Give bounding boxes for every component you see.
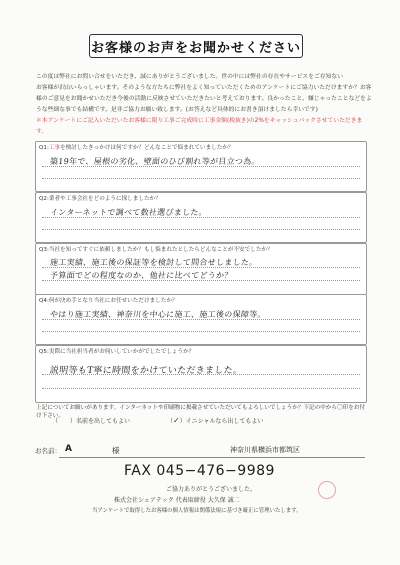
question-text: 当社を知ってすぐに依頼しましたか？もし悩まれたとしたらどんなことが不安でしたか？ [48,247,273,253]
paren-open: （ ） [52,418,77,425]
privacy-footer: 当アンケートで取得したお客様の個人情報は関係法規に基づき厳正に管理いたします。 [92,508,302,514]
consent-option-initial[interactable] [167,416,263,425]
intro-text [36,72,372,138]
answer-line [42,229,360,230]
question-text: 業者や工事会社をどのように探しましたか？ [48,196,161,202]
answer-1-text[interactable]: 築19年で、屋根の劣化、壁面のひび割れ等が目立つ為。 [49,157,261,166]
question-text: 何が決め手となり当社にお任せいただけましたか？ [48,298,178,304]
question-3-label [39,245,273,253]
question-4-label [39,296,178,304]
answer-line [42,178,360,179]
intro-line: 様のご意見をお聞かせいただき今後の活動に反映させていただきたいと考えております。良かったこと、嫌じゃったことなどをよ [36,96,372,102]
thanks-text: ご協力ありがとうございました。 [166,486,257,493]
check-mark: ✓ [173,416,180,425]
fax-number: FAX 045−476−9989 [124,463,275,479]
question-keyword: 工事 [48,145,61,151]
name-row [35,443,365,458]
consent-option-name[interactable] [52,416,130,425]
intro-line: うな些細な事でも結構です。是非ご協力お願い致します。(お答えなど具体的にお書き頂けましたら幸いです) [36,107,318,113]
answer-line [42,166,360,167]
question-text: を検討したきっかけは何ですか？どんなことで悩まれていましたか？ [60,145,234,151]
cashback-note: ＊本アンケートにご記入いただいたお客様に限り工事ご完成時に工事金額(税抜き)の2%をキャッシュバックさせていただきます。 [36,118,363,135]
answer-line [42,217,360,218]
name-value[interactable]: A [65,444,72,454]
address-value[interactable]: 神奈川県横浜市都筑区 [230,446,300,454]
question-number: Q4: [39,298,49,304]
question-number: Q5: [39,349,49,355]
answer-line [42,374,360,375]
intro-line: お客様が沢山いらっしゃいます。そのような方たちに弊社をよく知っていただくためのアンケートにご協力いただけますか？お客 [36,85,372,91]
question-number: Q2: [39,196,49,202]
question-3-block [35,243,367,295]
answer-4-text[interactable]: やはり施工実績、神奈川を中心に施工、施工後の保障等。 [49,310,267,319]
question-number: Q3: [39,247,49,253]
answer-line [42,331,360,332]
company-name: 株式会社シェアテック 代表取締役 大久保 誠二 [114,497,240,504]
answer-5-text[interactable]: 説明等もT寧に時間をかけていただきました。 [49,366,243,376]
option-label: 名前を出してもよい [76,418,131,425]
question-number: Q1: [39,145,49,151]
intro-line: この度は弊社にお問い合せをいただき、誠にありがとうございました。世の中には弊社の存在やサービスをご存知ない [36,74,344,80]
option-label: イニシャルなら出してもよい [185,418,264,425]
question-2-block [35,192,367,243]
question-4-block [35,294,367,345]
page-title: お客様のお声をお聞かせください [89,34,303,58]
answer-2-text[interactable]: インターネットで調べて数社選びました。 [49,208,208,217]
name-underline [59,457,365,458]
answer-line [42,388,360,389]
question-5-block [35,345,367,403]
seal-stamp [318,481,336,499]
question-2-label [39,194,161,202]
answer-3-text-1[interactable]: 施工実績、施工後の保証等を検討して問合せしました。 [49,258,258,267]
answer-3-text-2[interactable]: 予算面でどの程度なのか、他社に比べてどうか？ [49,271,234,280]
question-5-label [39,347,194,355]
consent-question: 上記についてお願いがあります。インターネットや印刷物に掲載させていただいてもよろしいでしょうか？下記の中から〇印をお付け下さい。 [36,405,365,419]
name-label: お名前： [35,447,61,455]
question-1-block [35,141,367,192]
name-suffix: 様 [112,446,120,455]
answer-line [42,280,360,281]
question-1-label [39,143,233,151]
paren-close: ） [179,418,186,425]
paren-open: （ [167,418,174,425]
question-text: 実際に当社担当者がお伺いしていかがでしたでしょうか？ [48,349,195,355]
answer-line [42,319,360,320]
answer-line [42,267,360,268]
